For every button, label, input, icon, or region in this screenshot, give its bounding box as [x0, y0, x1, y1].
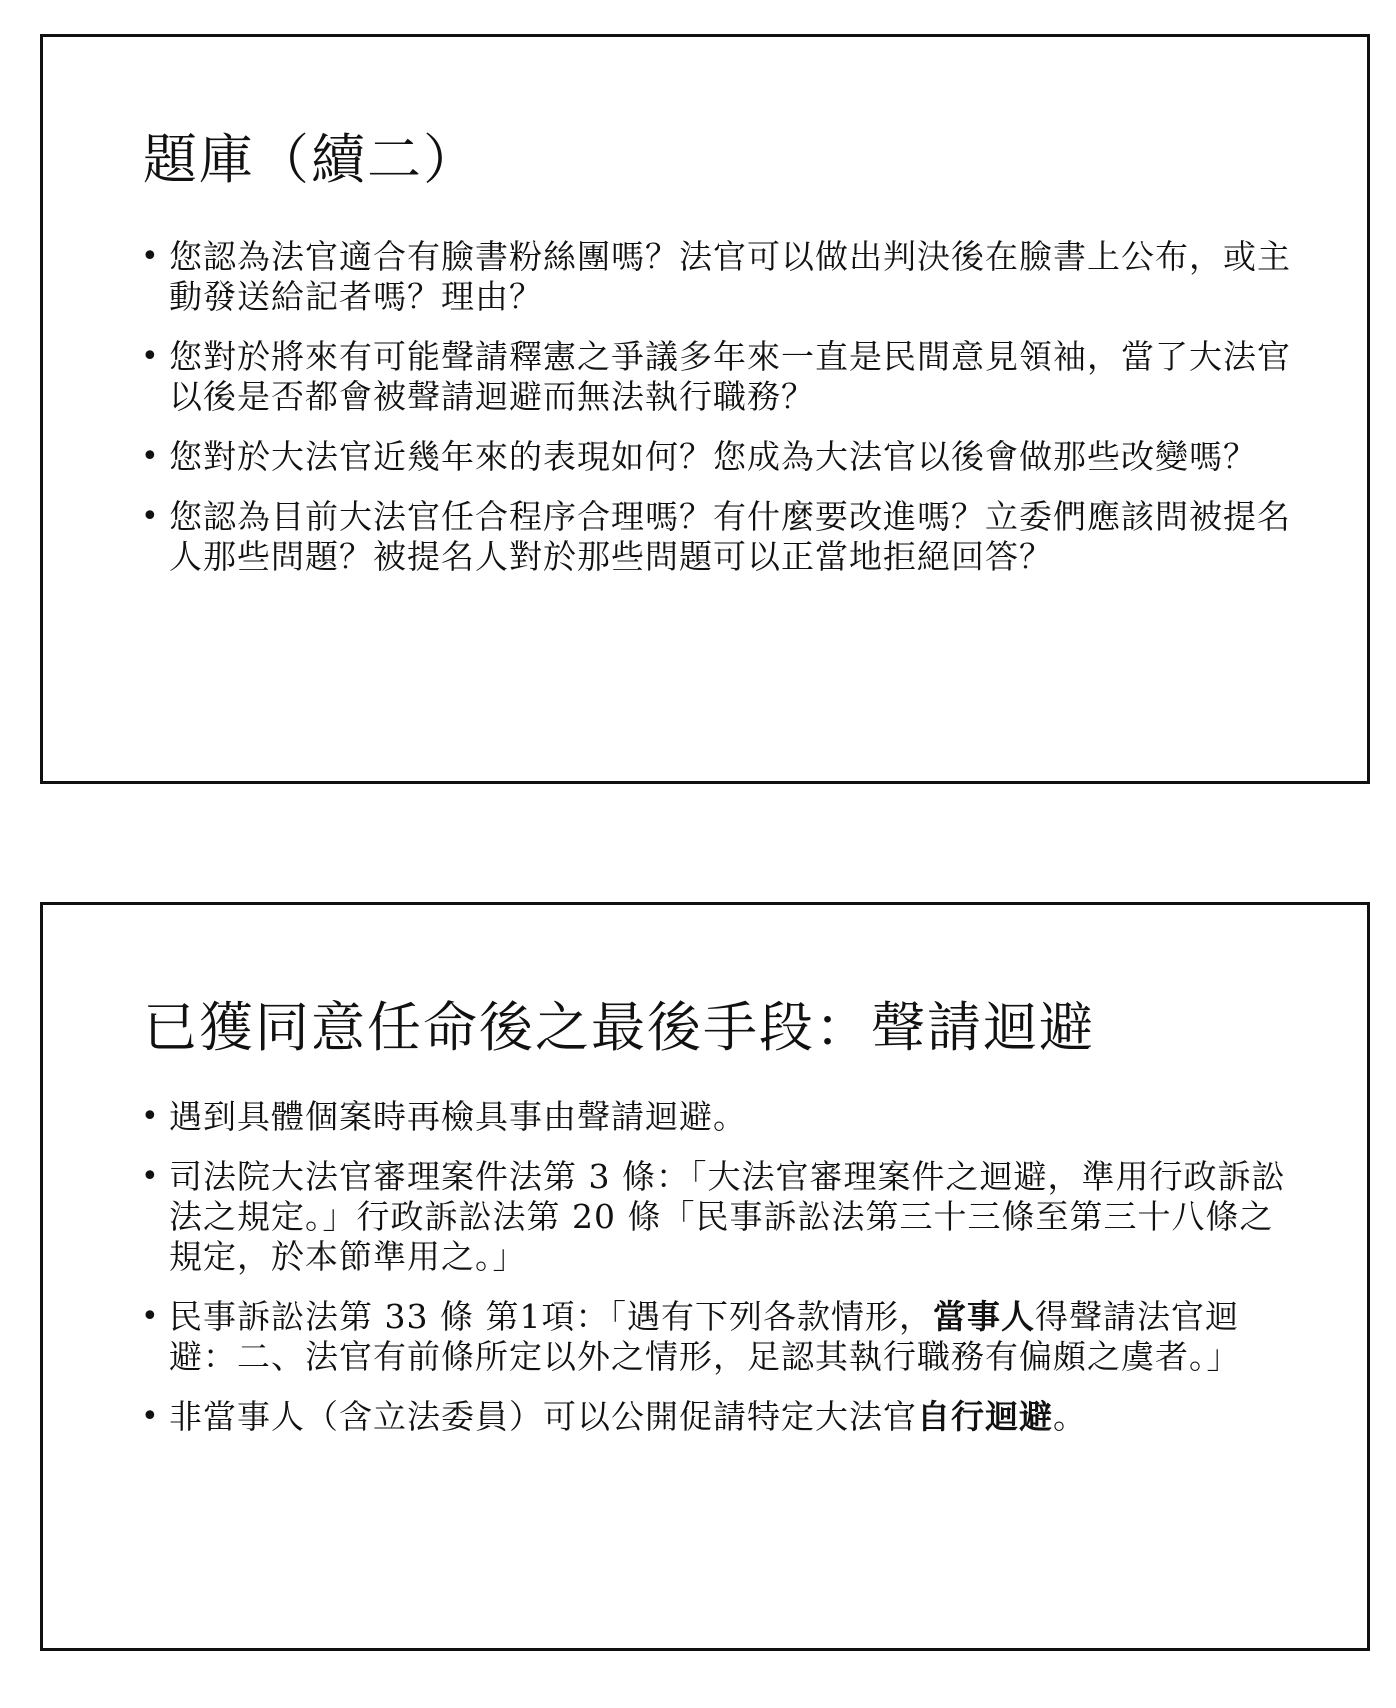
bullet-text-part: 非當事人（含立法委員）可以公開促請特定大法官 [169, 1397, 917, 1436]
slide-2-title: 已獲同意任命後之最後手段：聲請迴避 [143, 996, 1095, 1059]
bullet-item [141, 1397, 1301, 1437]
bullet-icon: • [141, 499, 160, 534]
bullet-icon: • [141, 1099, 160, 1134]
bullet-text [169, 1297, 1301, 1377]
bullet-icon: • [141, 339, 160, 374]
bullet-icon: • [141, 1399, 160, 1434]
bullet-text: 遇到具體個案時再檢具事由聲請迴避。 [169, 1097, 747, 1136]
slide-2-bullet-list [141, 1097, 1301, 1457]
bullet-text: 司法院大法官審理案件法第 3 條：「大法官審理案件之迴避，準用行政訴訟法之規定。」行政訴訟法第 20 條「民事訴訟法第三十三條至第三十八條之規定，於本節準用之。」 [169, 1157, 1286, 1276]
emphasized-term: 當事人 [932, 1297, 1035, 1336]
bullet-text [169, 1397, 1301, 1437]
bullet-text-part: 。 [1053, 1397, 1087, 1436]
bullet-item [141, 237, 1301, 317]
bullet-text: 您對於將來有可能聲請釋憲之爭議多年來一直是民間意見領袖，當了大法官以後是否都會被聲請迴避而無法執行職務？ [169, 337, 1291, 416]
bullet-item [141, 1157, 1301, 1277]
slide-1-title: 題庫（續二） [143, 128, 479, 191]
bullet-text: 您認為目前大法官任合程序合理嗎？有什麼要改進嗎？立委們應該問被提名人那些問題？被提名人對於那些問題可以正當地拒絕回答？ [169, 497, 1291, 576]
bullet-item [141, 1297, 1301, 1377]
bullet-text-part: 得聲請法官迴避：二、法官有前條所定以外之情形，足認其執行職務有偏頗之虞者。」 [169, 1297, 1241, 1376]
emphasized-term: 自行迴避 [917, 1397, 1053, 1436]
bullet-item [141, 1097, 1301, 1137]
bullet-icon: • [141, 239, 160, 274]
bullet-item [141, 437, 1301, 477]
bullet-item [141, 497, 1301, 577]
bullet-text-part: 民事訴訟法第 33 條 第1項：「遇有下列各款情形， [169, 1297, 933, 1336]
bullet-text: 您認為法官適合有臉書粉絲團嗎？法官可以做出判決後在臉書上公布，或主動發送給記者嗎？理由？ [169, 237, 1291, 316]
slide-1-bullet-list [141, 237, 1301, 597]
slide-1 [40, 34, 1370, 784]
bullet-icon: • [141, 1159, 160, 1194]
bullet-text: 您對於大法官近幾年來的表現如何？您成為大法官以後會做那些改變嗎？ [169, 437, 1257, 476]
slide-2 [40, 902, 1370, 1651]
bullet-icon: • [141, 1299, 160, 1334]
bullet-icon: • [141, 439, 160, 474]
bullet-item [141, 337, 1301, 417]
